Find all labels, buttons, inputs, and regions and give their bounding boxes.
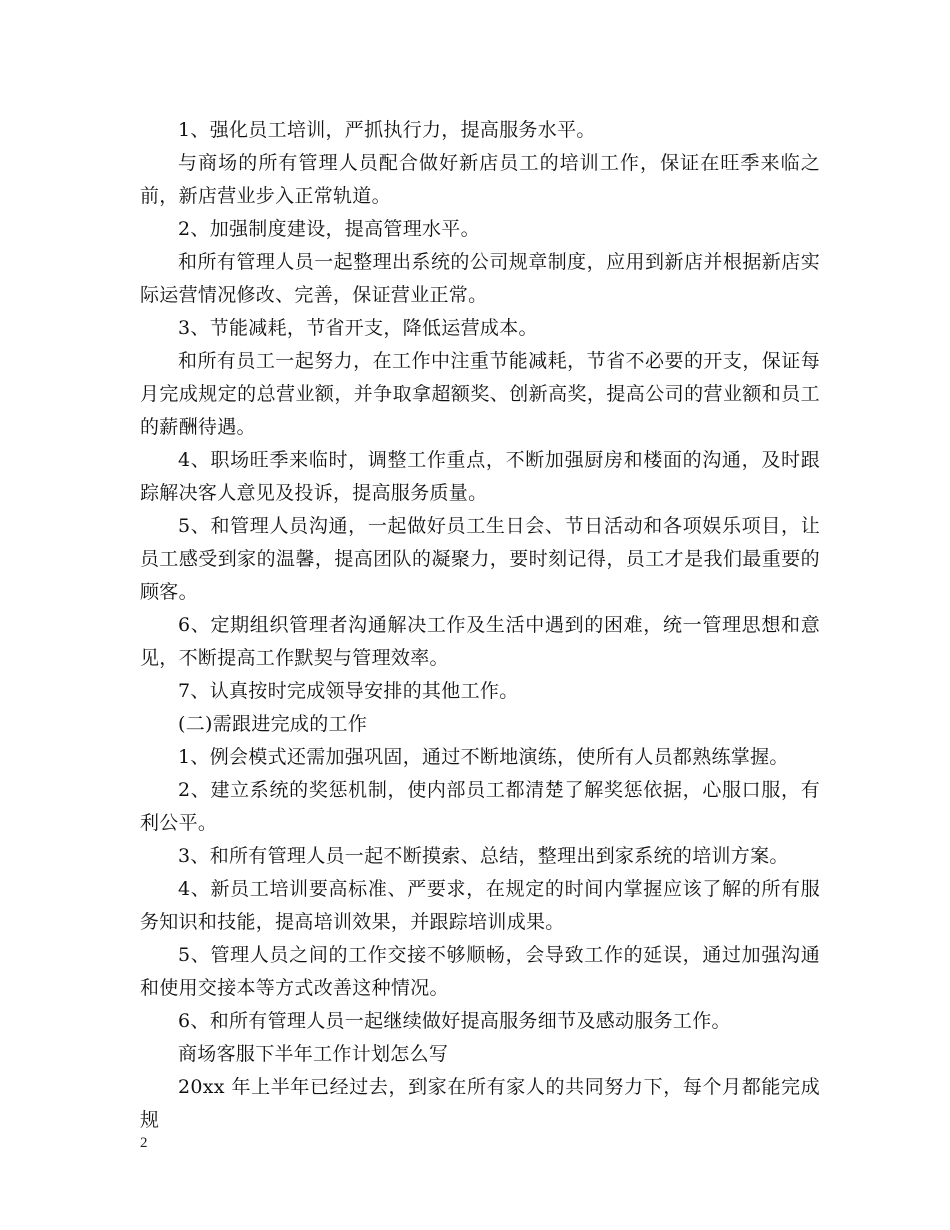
paragraph: 和所有管理人员一起整理出系统的公司规章制度，应用到新店并根据新店实际运营情况修改、完善，保证营业正常。 xyxy=(140,251,820,306)
paragraph: 1、强化员工培训，严抓执行力，提高服务水平。 xyxy=(178,119,596,141)
paragraph: 1、例会模式还需加强巩固，通过不断地演练，使所有人员都熟练掌握。 xyxy=(178,746,789,768)
paragraph: 3、和所有管理人员一起不断摸索、总结，整理出到家系统的培训方案。 xyxy=(178,845,789,867)
paragraph: 6、和所有管理人员一起继续做好提高服务细节及感动服务工作。 xyxy=(178,1010,731,1032)
section-heading: (二)需跟进完成的工作 xyxy=(178,713,368,735)
paragraph: 2、加强制度建设，提高管理水平。 xyxy=(178,218,480,240)
paragraph: 20xx 年上半年已经过去，到家在所有家人的共同努力下，每个月都能完成规 xyxy=(140,1076,820,1131)
paragraph: 5、管理人员之间的工作交接不够顺畅，会导致工作的延误，通过加强沟通和使用交接本等方式改善这种情况。 xyxy=(140,944,820,999)
paragraph: 4、职场旺季来临时，调整工作重点，不断加强厨房和楼面的沟通，及时跟踪解决客人意见及投诉，提高服务质量。 xyxy=(140,449,820,504)
paragraph: 和所有员工一起努力，在工作中注重节能减耗，节省不必要的开支，保证每月完成规定的总营业额，并争取拿超额奖、创新高奖，提高公司的营业额和员工的薪酬待遇。 xyxy=(140,350,820,438)
paragraph: 与商场的所有管理人员配合做好新店员工的培训工作，保证在旺季来临之前，新店营业步入正常轨道。 xyxy=(140,152,820,207)
paragraph: 2、建立系统的奖惩机制，使内部员工都清楚了解奖惩依据，心服口服，有利公平。 xyxy=(140,779,820,834)
paragraph: 7、认真按时完成领导安排的其他工作。 xyxy=(178,680,519,702)
paragraph: 4、新员工培训要高标准、严要求，在规定的时间内掌握应该了解的所有服务知识和技能，提高培训效果，并跟踪培训成果。 xyxy=(140,878,820,933)
paragraph: 3、节能减耗，节省开支，降低运营成本。 xyxy=(178,317,538,339)
paragraph: 5、和管理人员沟通，一起做好员工生日会、节日活动和各项娱乐项目，让员工感受到家的温馨，提高团队的凝聚力，要时刻记得，员工才是我们最重要的顾客。 xyxy=(140,515,820,603)
section-heading: 商场客服下半年工作计划怎么写 xyxy=(178,1043,449,1065)
document-body xyxy=(140,114,820,1137)
page-number: 2 xyxy=(140,1135,148,1151)
paragraph: 6、定期组织管理者沟通解决工作及生活中遇到的困难，统一管理思想和意见，不断提高工作默契与管理效率。 xyxy=(140,614,820,669)
